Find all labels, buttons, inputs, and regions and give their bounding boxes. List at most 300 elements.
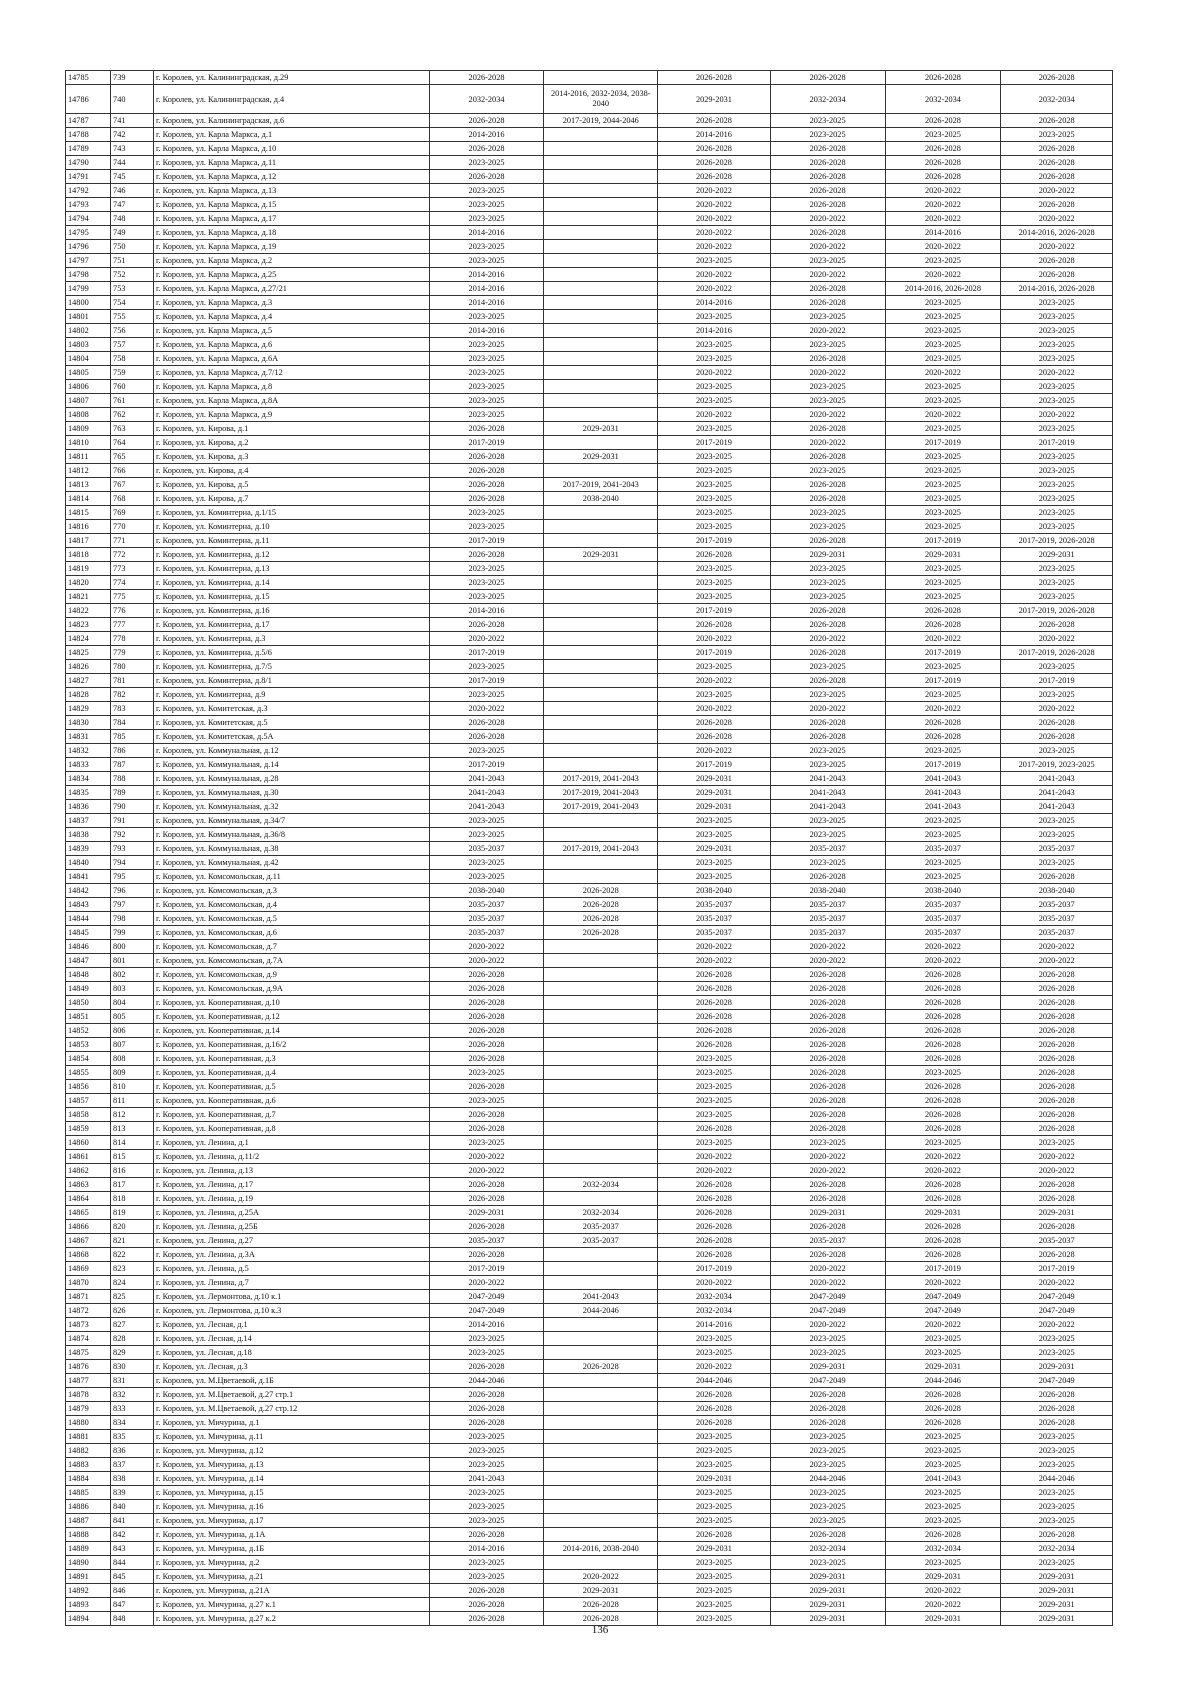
cell-house-number: 843 <box>111 1542 154 1556</box>
cell-period-col-1: 2020-2022 <box>429 1276 544 1290</box>
cell-period-col-2 <box>544 758 658 772</box>
table-row <box>66 828 1113 842</box>
cell-house-number: 744 <box>111 156 154 170</box>
cell-period-col-3: 2032-2034 <box>658 1304 771 1318</box>
cell-period-col-3: 2023-2025 <box>658 338 771 352</box>
cell-period-col-6: 2041-2043 <box>1001 786 1113 800</box>
cell-period-col-3: 2035-2037 <box>658 898 771 912</box>
cell-period-col-5: 2029-2031 <box>885 1612 1001 1626</box>
cell-period-col-5: 2023-2025 <box>885 352 1001 366</box>
cell-address: г. Королев, ул. Коминтерна, д.17 <box>153 618 429 632</box>
cell-row-number: 14853 <box>66 1038 111 1052</box>
cell-period-col-5: 2020-2022 <box>885 184 1001 198</box>
cell-period-col-6: 2029-2031 <box>1001 1598 1113 1612</box>
cell-period-col-3: 2029-2031 <box>658 1542 771 1556</box>
cell-period-col-1: 2023-2025 <box>429 688 544 702</box>
cell-address: г. Королев, ул. Лесная, д.14 <box>153 1332 429 1346</box>
cell-period-col-4: 2029-2031 <box>770 1360 885 1374</box>
cell-period-col-4: 2026-2028 <box>770 156 885 170</box>
cell-house-number: 775 <box>111 590 154 604</box>
cell-period-col-3: 2026-2028 <box>658 548 771 562</box>
cell-address: г. Королев, ул. Кооперативная, д.5 <box>153 1080 429 1094</box>
table-row <box>66 660 1113 674</box>
cell-period-col-2 <box>544 394 658 408</box>
cell-period-col-3: 2023-2025 <box>658 1458 771 1472</box>
cell-period-col-3: 2023-2025 <box>658 1136 771 1150</box>
table-row <box>66 786 1113 800</box>
cell-row-number: 14807 <box>66 394 111 408</box>
cell-period-col-1: 2023-2025 <box>429 1430 544 1444</box>
cell-house-number: 814 <box>111 1136 154 1150</box>
cell-house-number: 791 <box>111 814 154 828</box>
cell-period-col-3: 2026-2028 <box>658 156 771 170</box>
table-row <box>66 1024 1113 1038</box>
cell-period-col-1: 2020-2022 <box>429 954 544 968</box>
cell-address: г. Королев, ул. Мичурина, д.21 <box>153 1570 429 1584</box>
table-row <box>66 884 1113 898</box>
cell-period-col-2 <box>544 352 658 366</box>
cell-period-col-1: 2023-2025 <box>429 506 544 520</box>
cell-period-col-1: 2041-2043 <box>429 1472 544 1486</box>
cell-period-col-4: 2023-2025 <box>770 856 885 870</box>
cell-row-number: 14827 <box>66 674 111 688</box>
cell-period-col-3: 2020-2022 <box>658 198 771 212</box>
cell-period-col-5: 2020-2022 <box>885 268 1001 282</box>
cell-period-col-2 <box>544 828 658 842</box>
cell-house-number: 780 <box>111 660 154 674</box>
cell-house-number: 767 <box>111 478 154 492</box>
cell-period-col-2 <box>544 1038 658 1052</box>
cell-house-number: 743 <box>111 142 154 156</box>
cell-address: г. Королев, ул. Коммунальная, д.14 <box>153 758 429 772</box>
cell-house-number: 749 <box>111 226 154 240</box>
cell-period-col-6: 2026-2028 <box>1001 1388 1113 1402</box>
table-row <box>66 1542 1113 1556</box>
cell-house-number: 783 <box>111 702 154 716</box>
cell-period-col-5: 2023-2025 <box>885 576 1001 590</box>
table-row <box>66 1360 1113 1374</box>
cell-period-col-5: 2017-2019 <box>885 436 1001 450</box>
cell-period-col-3: 2014-2016 <box>658 128 771 142</box>
cell-period-col-5: 2023-2025 <box>885 422 1001 436</box>
table-row <box>66 1598 1113 1612</box>
cell-period-col-3: 2023-2025 <box>658 1584 771 1598</box>
cell-period-col-5: 2023-2025 <box>885 562 1001 576</box>
cell-period-col-4: 2026-2028 <box>770 716 885 730</box>
cell-period-col-6: 2026-2028 <box>1001 1248 1113 1262</box>
cell-period-col-4: 2035-2037 <box>770 898 885 912</box>
cell-period-col-2 <box>544 618 658 632</box>
cell-house-number: 829 <box>111 1346 154 1360</box>
cell-period-col-1: 2023-2025 <box>429 198 544 212</box>
cell-period-col-5: 2023-2025 <box>885 814 1001 828</box>
cell-period-col-6: 2020-2022 <box>1001 184 1113 198</box>
cell-house-number: 811 <box>111 1094 154 1108</box>
cell-period-col-5: 2020-2022 <box>885 702 1001 716</box>
cell-period-col-1: 2023-2025 <box>429 590 544 604</box>
cell-address: г. Королев, ул. Кирова, д.4 <box>153 464 429 478</box>
cell-row-number: 14843 <box>66 898 111 912</box>
cell-period-col-3: 2020-2022 <box>658 702 771 716</box>
cell-period-col-6: 2026-2028 <box>1001 198 1113 212</box>
table-row <box>66 450 1113 464</box>
cell-address: г. Королев, ул. Кооперативная, д.6 <box>153 1094 429 1108</box>
cell-period-col-5: 2023-2025 <box>885 1556 1001 1570</box>
table-row <box>66 576 1113 590</box>
cell-period-col-3: 2020-2022 <box>658 240 771 254</box>
cell-row-number: 14892 <box>66 1584 111 1598</box>
cell-period-col-5: 2023-2025 <box>885 450 1001 464</box>
cell-address: г. Королев, ул. Коммунальная, д.36/8 <box>153 828 429 842</box>
cell-period-col-1: 2026-2028 <box>429 1080 544 1094</box>
cell-period-col-6: 2026-2028 <box>1001 730 1113 744</box>
table-row <box>66 478 1113 492</box>
cell-period-col-4: 2026-2028 <box>770 646 885 660</box>
cell-period-col-4: 2041-2043 <box>770 786 885 800</box>
table-row <box>66 1332 1113 1346</box>
cell-period-col-1: 2035-2037 <box>429 912 544 926</box>
cell-row-number: 14794 <box>66 212 111 226</box>
cell-period-col-3: 2014-2016 <box>658 296 771 310</box>
cell-period-col-1: 2017-2019 <box>429 646 544 660</box>
cell-period-col-5: 2026-2028 <box>885 114 1001 128</box>
cell-period-col-6: 2014-2016, 2026-2028 <box>1001 226 1113 240</box>
cell-period-col-3: 2026-2028 <box>658 1178 771 1192</box>
cell-house-number: 776 <box>111 604 154 618</box>
cell-period-col-3: 2026-2028 <box>658 142 771 156</box>
cell-period-col-4: 2020-2022 <box>770 940 885 954</box>
cell-period-col-5: 2026-2028 <box>885 716 1001 730</box>
cell-period-col-2 <box>544 1500 658 1514</box>
table-row <box>66 1220 1113 1234</box>
table-row <box>66 1528 1113 1542</box>
table-row <box>66 758 1113 772</box>
cell-period-col-2: 2029-2031 <box>544 450 658 464</box>
cell-period-col-6: 2026-2028 <box>1001 996 1113 1010</box>
cell-house-number: 803 <box>111 982 154 996</box>
cell-period-col-5: 2026-2028 <box>885 156 1001 170</box>
cell-period-col-5: 2026-2028 <box>885 1038 1001 1052</box>
cell-period-col-1: 2026-2028 <box>429 716 544 730</box>
cell-house-number: 787 <box>111 758 154 772</box>
cell-period-col-3: 2023-2025 <box>658 1598 771 1612</box>
cell-period-col-1: 2026-2028 <box>429 114 544 128</box>
table-row <box>66 408 1113 422</box>
cell-address: г. Королев, ул. Комсомольская, д.5 <box>153 912 429 926</box>
cell-period-col-3: 2026-2028 <box>658 982 771 996</box>
cell-period-col-2: 2032-2034 <box>544 1206 658 1220</box>
cell-period-col-1: 2020-2022 <box>429 940 544 954</box>
cell-row-number: 14808 <box>66 408 111 422</box>
cell-period-col-4: 2026-2028 <box>770 198 885 212</box>
cell-period-col-3: 2026-2028 <box>658 1192 771 1206</box>
cell-period-col-4: 2026-2028 <box>770 1052 885 1066</box>
table-row <box>66 912 1113 926</box>
cell-period-col-4: 2020-2022 <box>770 268 885 282</box>
cell-address: г. Королев, ул. Калининградская, д.6 <box>153 114 429 128</box>
cell-address: г. Королев, ул. Ленина, д.25Б <box>153 1220 429 1234</box>
table-row <box>66 366 1113 380</box>
cell-row-number: 14874 <box>66 1332 111 1346</box>
cell-address: г. Королев, ул. Карла Маркса, д.27/21 <box>153 282 429 296</box>
cell-house-number: 816 <box>111 1164 154 1178</box>
cell-address: г. Королев, ул. Кооперативная, д.16/2 <box>153 1038 429 1052</box>
cell-period-col-1: 2017-2019 <box>429 758 544 772</box>
cell-period-col-6: 2026-2028 <box>1001 870 1113 884</box>
cell-address: г. Королев, ул. Карла Маркса, д.2 <box>153 254 429 268</box>
cell-period-col-3: 2032-2034 <box>658 1290 771 1304</box>
cell-period-col-4: 2047-2049 <box>770 1374 885 1388</box>
cell-period-col-4: 2026-2028 <box>770 492 885 506</box>
cell-period-col-4: 2020-2022 <box>770 1318 885 1332</box>
cell-period-col-4: 2020-2022 <box>770 212 885 226</box>
cell-address: г. Королев, ул. Коммунальная, д.34/7 <box>153 814 429 828</box>
cell-row-number: 14832 <box>66 744 111 758</box>
cell-period-col-3: 2020-2022 <box>658 282 771 296</box>
cell-period-col-6: 2047-2049 <box>1001 1374 1113 1388</box>
cell-period-col-3: 2029-2031 <box>658 842 771 856</box>
cell-period-col-3: 2023-2025 <box>658 1500 771 1514</box>
cell-period-col-6: 2023-2025 <box>1001 352 1113 366</box>
cell-row-number: 14859 <box>66 1122 111 1136</box>
cell-period-col-5: 2032-2034 <box>885 85 1001 114</box>
cell-period-col-6: 2026-2028 <box>1001 716 1113 730</box>
cell-period-col-6: 2020-2022 <box>1001 1276 1113 1290</box>
cell-row-number: 14845 <box>66 926 111 940</box>
cell-period-col-5: 2023-2025 <box>885 1514 1001 1528</box>
cell-period-col-6: 2029-2031 <box>1001 1612 1113 1626</box>
cell-period-col-2: 2017-2019, 2044-2046 <box>544 114 658 128</box>
cell-period-col-4: 2020-2022 <box>770 1262 885 1276</box>
cell-period-col-1: 2023-2025 <box>429 576 544 590</box>
cell-period-col-2 <box>544 240 658 254</box>
cell-house-number: 808 <box>111 1052 154 1066</box>
cell-row-number: 14865 <box>66 1206 111 1220</box>
cell-period-col-6: 2023-2025 <box>1001 814 1113 828</box>
cell-row-number: 14791 <box>66 170 111 184</box>
cell-period-col-6: 2026-2028 <box>1001 1052 1113 1066</box>
cell-period-col-5: 2026-2028 <box>885 1094 1001 1108</box>
cell-address: г. Королев, ул. Карла Маркса, д.11 <box>153 156 429 170</box>
cell-house-number: 797 <box>111 898 154 912</box>
table-row <box>66 114 1113 128</box>
cell-period-col-4: 2026-2028 <box>770 1080 885 1094</box>
cell-period-col-1: 2014-2016 <box>429 604 544 618</box>
table-row <box>66 702 1113 716</box>
cell-address: г. Королев, ул. Ленина, д.13 <box>153 1164 429 1178</box>
cell-period-col-4: 2029-2031 <box>770 1206 885 1220</box>
cell-period-col-6: 2035-2037 <box>1001 926 1113 940</box>
cell-period-col-2 <box>544 954 658 968</box>
cell-period-col-4: 2020-2022 <box>770 954 885 968</box>
cell-period-col-4: 2026-2028 <box>770 1402 885 1416</box>
cell-period-col-4: 2026-2028 <box>770 1528 885 1542</box>
table-row <box>66 1514 1113 1528</box>
cell-period-col-2 <box>544 590 658 604</box>
cell-house-number: 846 <box>111 1584 154 1598</box>
cell-period-col-4: 2026-2028 <box>770 1038 885 1052</box>
cell-period-col-2 <box>544 1080 658 1094</box>
cell-period-col-4: 2023-2025 <box>770 744 885 758</box>
cell-period-col-4: 2026-2028 <box>770 870 885 884</box>
cell-period-col-6: 2026-2028 <box>1001 1038 1113 1052</box>
cell-address: г. Королев, ул. Карла Маркса, д.5 <box>153 324 429 338</box>
cell-period-col-5: 2023-2025 <box>885 744 1001 758</box>
table-row <box>66 1108 1113 1122</box>
cell-house-number: 750 <box>111 240 154 254</box>
cell-period-col-4: 2026-2028 <box>770 1094 885 1108</box>
cell-period-col-6: 2023-2025 <box>1001 128 1113 142</box>
cell-address: г. Королев, ул. Коминтерна, д.3 <box>153 632 429 646</box>
table-row <box>66 1570 1113 1584</box>
cell-period-col-2: 2017-2019, 2041-2043 <box>544 842 658 856</box>
cell-period-col-5: 2035-2037 <box>885 842 1001 856</box>
cell-period-col-2 <box>544 1108 658 1122</box>
cell-period-col-4: 2023-2025 <box>770 1430 885 1444</box>
cell-period-col-1: 2017-2019 <box>429 1262 544 1276</box>
table-row <box>66 1304 1113 1318</box>
cell-period-col-3: 2023-2025 <box>658 1346 771 1360</box>
cell-period-col-2 <box>544 534 658 548</box>
cell-period-col-5: 2020-2022 <box>885 940 1001 954</box>
cell-period-col-5: 2038-2040 <box>885 884 1001 898</box>
cell-period-col-4: 2026-2028 <box>770 674 885 688</box>
cell-house-number: 801 <box>111 954 154 968</box>
cell-address: г. Королев, ул. Ленина, д.25А <box>153 1206 429 1220</box>
cell-row-number: 14882 <box>66 1444 111 1458</box>
cell-period-col-1: 2026-2028 <box>429 1024 544 1038</box>
cell-period-col-1: 2023-2025 <box>429 394 544 408</box>
cell-period-col-6: 2023-2025 <box>1001 828 1113 842</box>
cell-address: г. Королев, ул. Карла Маркса, д.13 <box>153 184 429 198</box>
cell-row-number: 14861 <box>66 1150 111 1164</box>
cell-period-col-4: 2023-2025 <box>770 1332 885 1346</box>
cell-address: г. Королев, ул. Ленина, д.5 <box>153 1262 429 1276</box>
cell-row-number: 14833 <box>66 758 111 772</box>
cell-period-col-1: 2014-2016 <box>429 296 544 310</box>
cell-period-col-3: 2023-2025 <box>658 1066 771 1080</box>
cell-period-col-3: 2020-2022 <box>658 1164 771 1178</box>
cell-period-col-6: 2023-2025 <box>1001 1500 1113 1514</box>
cell-period-col-3: 2029-2031 <box>658 85 771 114</box>
cell-row-number: 14787 <box>66 114 111 128</box>
cell-period-col-4: 2020-2022 <box>770 1150 885 1164</box>
cell-period-col-5: 2026-2028 <box>885 1080 1001 1094</box>
cell-house-number: 761 <box>111 394 154 408</box>
cell-address: г. Королев, ул. Мичурина, д.14 <box>153 1472 429 1486</box>
cell-period-col-4: 2020-2022 <box>770 702 885 716</box>
cell-period-col-3: 2023-2025 <box>658 380 771 394</box>
cell-period-col-2: 2038-2040 <box>544 492 658 506</box>
cell-row-number: 14812 <box>66 464 111 478</box>
cell-address: г. Королев, ул. Коммунальная, д.12 <box>153 744 429 758</box>
cell-period-col-6: 2026-2028 <box>1001 268 1113 282</box>
cell-period-col-3: 2023-2025 <box>658 660 771 674</box>
cell-address: г. Королев, ул. Мичурина, д.11 <box>153 1430 429 1444</box>
cell-period-col-6: 2023-2025 <box>1001 492 1113 506</box>
cell-period-col-2: 2026-2028 <box>544 884 658 898</box>
cell-period-col-6: 2023-2025 <box>1001 422 1113 436</box>
cell-period-col-3: 2035-2037 <box>658 926 771 940</box>
cell-period-col-5: 2023-2025 <box>885 1136 1001 1150</box>
cell-row-number: 14837 <box>66 814 111 828</box>
cell-period-col-6: 2026-2028 <box>1001 1122 1113 1136</box>
cell-period-col-6: 2023-2025 <box>1001 324 1113 338</box>
cell-period-col-1: 2023-2025 <box>429 1136 544 1150</box>
cell-period-col-1: 2041-2043 <box>429 786 544 800</box>
cell-period-col-6: 2026-2028 <box>1001 71 1113 85</box>
table-row <box>66 744 1113 758</box>
table-row <box>66 1122 1113 1136</box>
cell-period-col-4: 2023-2025 <box>770 562 885 576</box>
cell-period-col-1: 2026-2028 <box>429 142 544 156</box>
cell-period-col-3: 2029-2031 <box>658 786 771 800</box>
cell-period-col-5: 2017-2019 <box>885 646 1001 660</box>
cell-period-col-6: 2023-2025 <box>1001 744 1113 758</box>
cell-address: г. Королев, ул. Коммунальная, д.28 <box>153 772 429 786</box>
table-row <box>66 1444 1113 1458</box>
cell-period-col-1: 2026-2028 <box>429 71 544 85</box>
table-row <box>66 1556 1113 1570</box>
table-row <box>66 520 1113 534</box>
cell-period-col-6: 2026-2028 <box>1001 1080 1113 1094</box>
cell-row-number: 14876 <box>66 1360 111 1374</box>
cell-period-col-4: 2029-2031 <box>770 1584 885 1598</box>
cell-period-col-2 <box>544 338 658 352</box>
cell-period-col-2 <box>544 1346 658 1360</box>
cell-period-col-2: 2017-2019, 2041-2043 <box>544 786 658 800</box>
cell-period-col-3: 2023-2025 <box>658 394 771 408</box>
table-row <box>66 1164 1113 1178</box>
cell-row-number: 14880 <box>66 1416 111 1430</box>
cell-row-number: 14893 <box>66 1598 111 1612</box>
cell-period-col-2 <box>544 576 658 590</box>
cell-period-col-1: 2023-2025 <box>429 1332 544 1346</box>
cell-period-col-4: 2023-2025 <box>770 1458 885 1472</box>
cell-period-col-4: 2035-2037 <box>770 912 885 926</box>
cell-address: г. Королев, ул. Лесная, д.18 <box>153 1346 429 1360</box>
cell-period-col-1: 2014-2016 <box>429 226 544 240</box>
cell-period-col-3: 2023-2025 <box>658 562 771 576</box>
cell-period-col-6: 2026-2028 <box>1001 1066 1113 1080</box>
cell-period-col-4: 2026-2028 <box>770 1010 885 1024</box>
cell-period-col-5: 2023-2025 <box>885 254 1001 268</box>
cell-period-col-4: 2023-2025 <box>770 464 885 478</box>
cell-period-col-4: 2023-2025 <box>770 688 885 702</box>
cell-address: г. Королев, ул. Мичурина, д.21А <box>153 1584 429 1598</box>
cell-period-col-5: 2020-2022 <box>885 240 1001 254</box>
cell-period-col-1: 2023-2025 <box>429 1556 544 1570</box>
cell-period-col-2 <box>544 1556 658 1570</box>
cell-period-col-4: 2026-2028 <box>770 618 885 632</box>
cell-period-col-4: 2026-2028 <box>770 422 885 436</box>
cell-row-number: 14818 <box>66 548 111 562</box>
cell-period-col-6: 2020-2022 <box>1001 1150 1113 1164</box>
cell-period-col-1: 2026-2028 <box>429 492 544 506</box>
cell-period-col-1: 2014-2016 <box>429 1542 544 1556</box>
cell-period-col-1: 2023-2025 <box>429 1500 544 1514</box>
table-row <box>66 1262 1113 1276</box>
cell-address: г. Королев, ул. Мичурина, д.15 <box>153 1486 429 1500</box>
cell-house-number: 771 <box>111 534 154 548</box>
cell-address: г. Королев, ул. Карла Маркса, д.8А <box>153 394 429 408</box>
cell-period-col-6: 2017-2019, 2026-2028 <box>1001 646 1113 660</box>
cell-house-number: 819 <box>111 1206 154 1220</box>
cell-house-number: 779 <box>111 646 154 660</box>
cell-period-col-2 <box>544 1164 658 1178</box>
cell-house-number: 810 <box>111 1080 154 1094</box>
cell-period-col-3: 2023-2025 <box>658 352 771 366</box>
